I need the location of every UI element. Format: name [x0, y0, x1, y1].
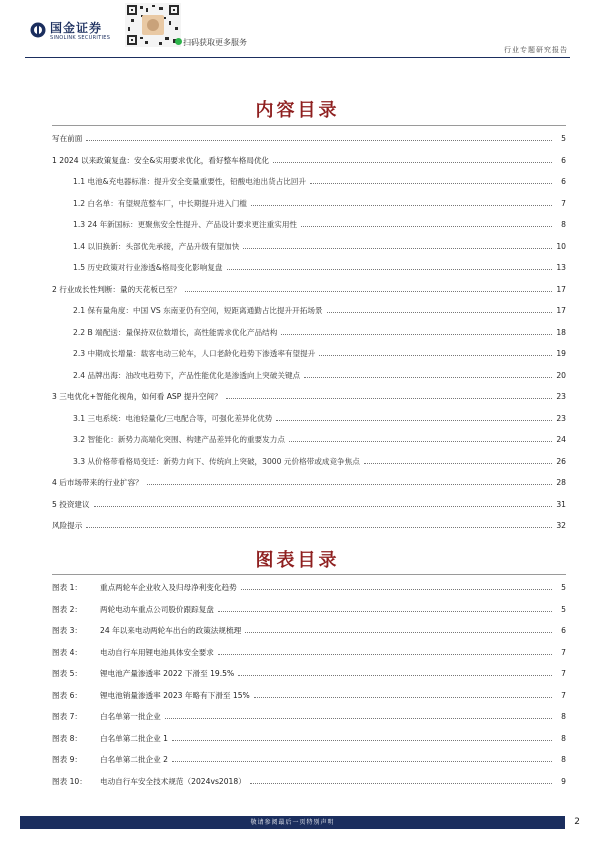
figure-entry[interactable] — [52, 620, 566, 642]
toc-entry-label: 3.3 从价格带看格局变迁：新势力向下、传统向上突破，3000 元价格带或成竞争焦点 — [73, 456, 360, 466]
dot-leader — [238, 675, 552, 676]
figure-entry-page: 8 — [561, 733, 566, 743]
toc-entry-page: 23 — [556, 392, 566, 402]
dot-leader — [185, 291, 552, 292]
figure-entry-page: 7 — [561, 690, 566, 700]
dot-leader — [218, 654, 552, 655]
toc-entry[interactable] — [52, 494, 566, 516]
toc-entry[interactable] — [52, 128, 566, 150]
toc-entry-page: 6 — [561, 177, 566, 187]
figure-entry-number: 图表 1： — [52, 583, 83, 593]
toc-entry[interactable] — [52, 343, 566, 365]
figure-entry-page: 7 — [561, 647, 566, 657]
toc-entry-label: 1.3 24 年新国标：更聚焦安全性提升、产品设计要求更注重实用性 — [73, 220, 298, 230]
toc-entry-page: 19 — [556, 349, 566, 359]
toc-entry[interactable] — [52, 429, 566, 451]
dot-leader — [226, 398, 552, 399]
toc-entry-page: 7 — [561, 198, 566, 208]
page-number: 2 — [574, 817, 580, 827]
dot-leader — [172, 740, 552, 741]
figure-entry[interactable] — [52, 771, 566, 793]
toc-entry-page: 23 — [556, 413, 566, 423]
toc-title: 内容目录 — [255, 100, 340, 121]
figure-entry-label: 两轮电动车重点公司股价跟踪复盘 — [100, 604, 214, 614]
dot-leader — [94, 506, 552, 507]
dot-leader — [289, 441, 552, 442]
figure-entry-number: 图表 5： — [52, 669, 83, 679]
figure-entry-number: 图表 4： — [52, 647, 83, 657]
header-divider — [25, 57, 570, 58]
toc-entry-page: 24 — [556, 435, 566, 445]
figure-entry-number: 图表 10： — [52, 776, 87, 786]
figure-entry-page: 9 — [561, 776, 566, 786]
toc-entry-page: 32 — [556, 521, 566, 531]
dot-leader — [86, 140, 552, 141]
toc-entry-label: 3.2 智能化：新势力高端化突围、构建产品差异化的重要发力点 — [73, 435, 285, 445]
toc-entry-label: 1.1 电池&充电器标准：提升安全变量重要性，铅酸电池出货占比回升 — [73, 177, 307, 187]
company-name-en: SINOLINK SECURITIES — [50, 35, 111, 41]
dot-leader — [276, 420, 552, 421]
footer-disclaimer[interactable]: 敬请参阅最后一页特别声明 — [250, 819, 335, 826]
wechat-icon — [175, 38, 182, 45]
toc-entry[interactable] — [52, 365, 566, 387]
toc-entry[interactable] — [52, 515, 566, 537]
figure-entry-number: 图表 7： — [52, 712, 83, 722]
toc-entry[interactable] — [52, 214, 566, 236]
qr-code-icon[interactable] — [125, 3, 181, 47]
dot-leader — [86, 527, 552, 528]
toc-entry[interactable] — [52, 322, 566, 344]
toc-entry-label: 3 三电优化+智能化视角，如何看 ASP 提升空间？ — [52, 392, 222, 402]
figure-entry-label: 白名单第二批企业 1 — [100, 733, 168, 743]
dot-leader — [319, 355, 552, 356]
figure-entry-label: 白名单第一批企业 — [100, 712, 161, 722]
figure-entry[interactable] — [52, 728, 566, 750]
figure-entry-page: 5 — [561, 583, 566, 593]
figure-entry[interactable] — [52, 706, 566, 728]
toc-entry[interactable] — [52, 150, 566, 172]
toc-entry-page: 20 — [556, 370, 566, 380]
dot-leader — [243, 248, 552, 249]
figure-entry-page: 8 — [561, 712, 566, 722]
toc-entry[interactable] — [52, 451, 566, 473]
toc-entry-label: 风险提示 — [52, 521, 83, 531]
page-header — [0, 0, 595, 60]
figure-entry-number: 图表 8： — [52, 733, 83, 743]
figure-entry[interactable] — [52, 749, 566, 771]
toc-entry[interactable] — [52, 171, 566, 193]
figure-entry[interactable] — [52, 599, 566, 621]
figures-list — [52, 577, 566, 792]
toc-entry[interactable] — [52, 257, 566, 279]
toc-entry-label: 写在前面 — [52, 134, 83, 144]
toc-entry-label: 1.4 以旧换新：头部优先承接，产品升级有望加快 — [73, 241, 240, 251]
toc-entry[interactable] — [52, 408, 566, 430]
toc-entry-label: 1.5 历史政策对行业渗透&格局变化影响复盘 — [73, 263, 223, 273]
toc-entry[interactable] — [52, 300, 566, 322]
dot-leader — [310, 183, 552, 184]
figure-entry[interactable] — [52, 642, 566, 664]
dot-leader — [227, 269, 552, 270]
toc-entry-page: 17 — [556, 284, 566, 294]
dot-leader — [245, 632, 552, 633]
figure-entry-number: 图表 2： — [52, 604, 83, 614]
toc-entry-page: 6 — [561, 155, 566, 165]
toc-entry-label: 2.2 B 端配送：量保持双位数增长，高性能需求优化产品结构 — [73, 327, 278, 337]
figure-entry[interactable] — [52, 663, 566, 685]
figure-entry[interactable] — [52, 577, 566, 599]
figure-entry-page: 8 — [561, 755, 566, 765]
figure-entry-number: 图表 6： — [52, 690, 83, 700]
figure-entry-page: 6 — [561, 626, 566, 636]
toc-entry[interactable] — [52, 472, 566, 494]
figure-entry-number: 图表 9： — [52, 755, 83, 765]
figure-entry[interactable] — [52, 685, 566, 707]
toc-entry-label: 2 行业成长性判断：量的天花板已至？ — [52, 284, 181, 294]
toc-entry-label: 1 2024 以来政策复盘：安全&实用要求优化，看好整车格局优化 — [52, 155, 270, 165]
toc-entry-page: 26 — [556, 456, 566, 466]
figure-entry-label: 重点两轮车企业收入及归母净利变化趋势 — [100, 583, 237, 593]
figure-entry-label: 锂电池销量渗透率 2023 年略有下滑至 15% — [100, 690, 250, 700]
toc-entry-label: 4 后市场带来的行业扩容？ — [52, 478, 143, 488]
dot-leader — [254, 697, 552, 698]
dot-leader — [250, 783, 552, 784]
dot-leader — [147, 484, 552, 485]
figure-entry-number: 图表 3： — [52, 626, 83, 636]
toc-entry-label: 1.2 白名单：有望规范整车厂，中长期提升进入门槛 — [73, 198, 247, 208]
figure-entry-page: 5 — [561, 604, 566, 614]
figure-entry-page: 7 — [561, 669, 566, 679]
toc-entry-page: 18 — [556, 327, 566, 337]
dot-leader — [241, 589, 552, 590]
toc-entry-page: 10 — [556, 241, 566, 251]
toc-entry-page: 17 — [556, 306, 566, 316]
dot-leader — [273, 162, 552, 163]
company-name-cn: 国金证券 — [50, 21, 103, 35]
figure-entry-label: 电动自行车安全技术规范（2024vs2018） — [100, 776, 246, 786]
qr-label: 扫码获取更多服务 — [183, 38, 247, 47]
dot-leader — [165, 718, 552, 719]
toc-entry[interactable] — [52, 193, 566, 215]
toc-title-divider — [52, 125, 566, 126]
document-type: 行业专题研究报告 — [504, 46, 568, 54]
toc-entry[interactable] — [52, 236, 566, 258]
dot-leader — [304, 377, 552, 378]
figure-entry-label: 电动自行车用锂电池具体安全要求 — [100, 647, 214, 657]
toc-entry-label: 5 投资建议 — [52, 499, 90, 509]
figures-title-divider — [52, 574, 566, 575]
toc-entry-page: 31 — [556, 499, 566, 509]
dot-leader — [301, 226, 552, 227]
dot-leader — [364, 463, 552, 464]
figure-entry-label: 锂电池产量渗透率 2022 下滑至 19.5% — [100, 669, 235, 679]
dot-leader — [218, 611, 552, 612]
toc-entry-label: 2.4 品牌出海：油改电趋势下，产品性能优化是渗透向上突破关键点 — [73, 370, 301, 380]
toc-entry-label: 3.1 三电系统：电池轻量化/三电配合等，可强化差异化优势 — [73, 413, 273, 423]
toc-entry-label: 2.1 保有量角度：中国 VS 东南亚仍有空间，短距离通勤占比提升开拓场景 — [73, 306, 323, 316]
figure-entry-label: 白名单第二批企业 2 — [100, 755, 168, 765]
sinolink-logo-icon — [30, 22, 46, 38]
toc-entry-label: 2.3 中期成长增量：载客电动三轮车，人口老龄化趋势下渗透率有望提升 — [73, 349, 316, 359]
toc-entry-page: 8 — [561, 220, 566, 230]
toc-entry-page: 13 — [556, 263, 566, 273]
toc-entry[interactable] — [52, 386, 566, 408]
dot-leader — [172, 761, 552, 762]
dot-leader — [251, 205, 552, 206]
toc-list — [52, 128, 566, 537]
dot-leader — [281, 334, 552, 335]
figures-title: 图表目录 — [255, 550, 340, 571]
footer-bar — [20, 816, 565, 829]
toc-entry-page: 5 — [561, 134, 566, 144]
figure-entry-label: 24 年以来电动两轮车出台的政策法规梳理 — [100, 626, 242, 636]
toc-entry-page: 28 — [556, 478, 566, 488]
dot-leader — [327, 312, 552, 313]
toc-entry[interactable] — [52, 279, 566, 301]
